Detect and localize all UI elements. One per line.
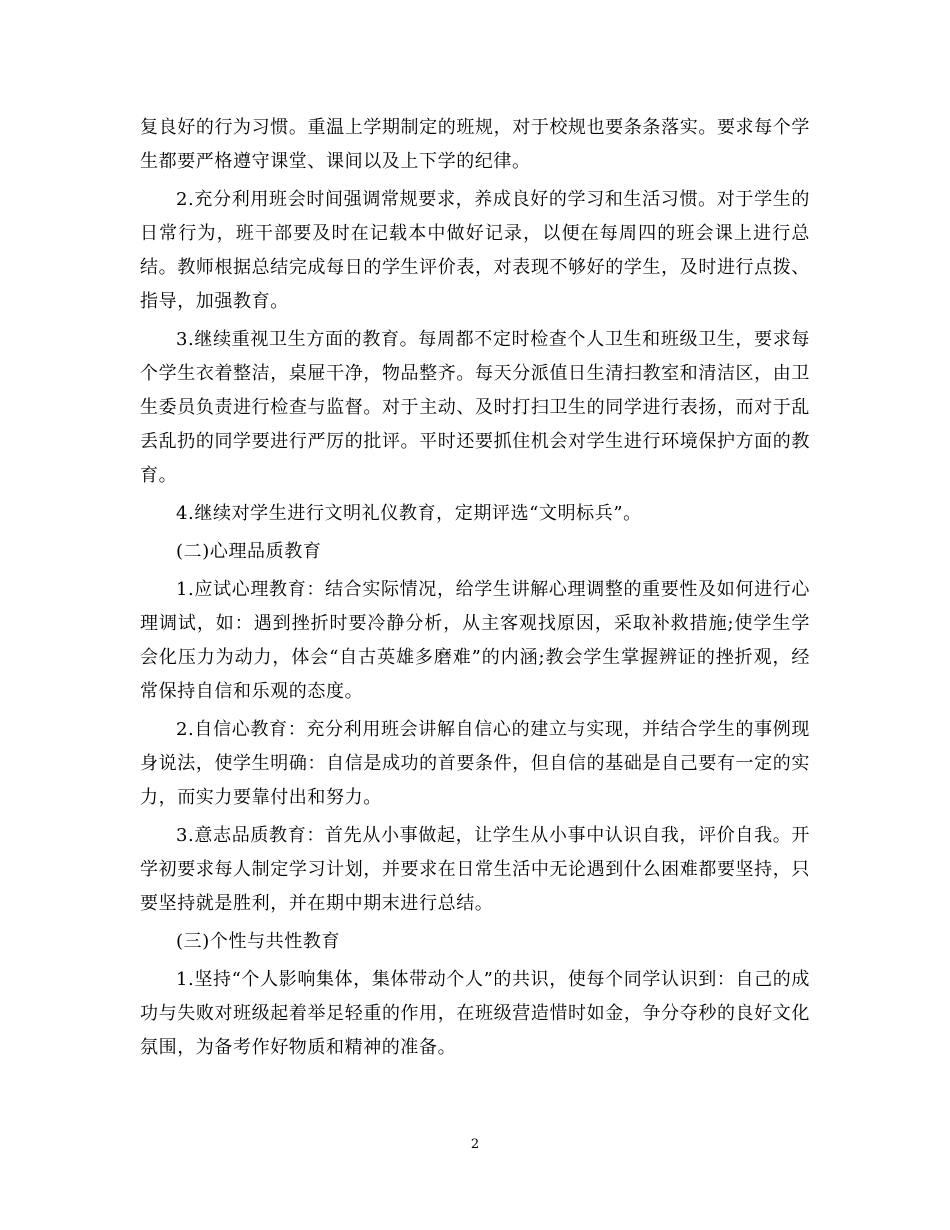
paragraph-item-collective: 1.坚持“个人影响集体，集体带动个人”的共识，使每个同学认识到：自己的成功与失败对班级起着举足轻重的作用，在班级营造惜时如金，争分夺秒的良好文化氛围，为备考作好物质和精神的准备。 [140, 969, 810, 1058]
paragraph-item-hygiene: 3.继续重视卫生方面的教育。每周都不定时检查个人卫生和班级卫生，要求每个学生衣着整洁，桌屉干净，物品整齐。每天分派值日生清扫教室和清洁区，由卫生委员负责进行检查与监督。对于主动、及时打扫卫生的同学进行表扬，而对于乱丢乱扔的同学要进行严厉的批评。平时还要抓住机会对学生进行环境保护方面的教育。 [140, 329, 810, 486]
page-number: 2 [470, 1137, 480, 1152]
paragraph-item-class-meeting: 2.充分利用班会时间强调常规要求，养成良好的学习和生活习惯。对于学生的日常行为，班干部要及时在记载本中做好记录，以便在每周四的班会课上进行总结。教师根据总结完成每日的学生评价表，对表现不够好的学生，及时进行点拨、指导，加强教育。 [140, 189, 810, 312]
paragraph-item-willpower: 3.意志品质教育：首先从小事做起，让学生从小事中认识自我，评价自我。开学初要求每人制定学习计划，并要求在日常生活中无论遇到什么困难都要坚持，只要坚持就是胜利，并在期中期末进行总结。 [140, 825, 810, 914]
section-heading-psychology: (二)心理品质教育 [176, 541, 322, 562]
document-body [140, 111, 810, 1069]
paragraph-continuation: 复良好的行为习惯。重温上学期制定的班规，对于校规也要条条落实。要求每个学生都要严格遵守课堂、课间以及上下学的纪律。 [140, 117, 810, 172]
paragraph-item-exam-psychology: 1.应试心理教育：结合实际情况，给学生讲解心理调整的重要性及如何进行心理调试，如：遇到挫折时要冷静分析，从主客观找原因，采取补救措施;使学生学会化压力为动力，体会“自古英雄多磨难”的内涵;教会学生掌握辨证的挫折观，经常保持自信和乐观的态度。 [140, 579, 810, 702]
paragraph-item-confidence: 2.自信心教育：充分利用班会讲解自信心的建立与实现，并结合学生的事例现身说法，使学生明确：自信是成功的首要条件，但自信的基础是自己要有一定的实力，而实力要靠付出和努力。 [140, 719, 810, 808]
section-heading-individuality: (三)个性与共性教育 [176, 931, 341, 952]
paragraph-item-etiquette: 4.继续对学生进行文明礼仪教育，定期评选“文明标兵”。 [176, 503, 642, 524]
